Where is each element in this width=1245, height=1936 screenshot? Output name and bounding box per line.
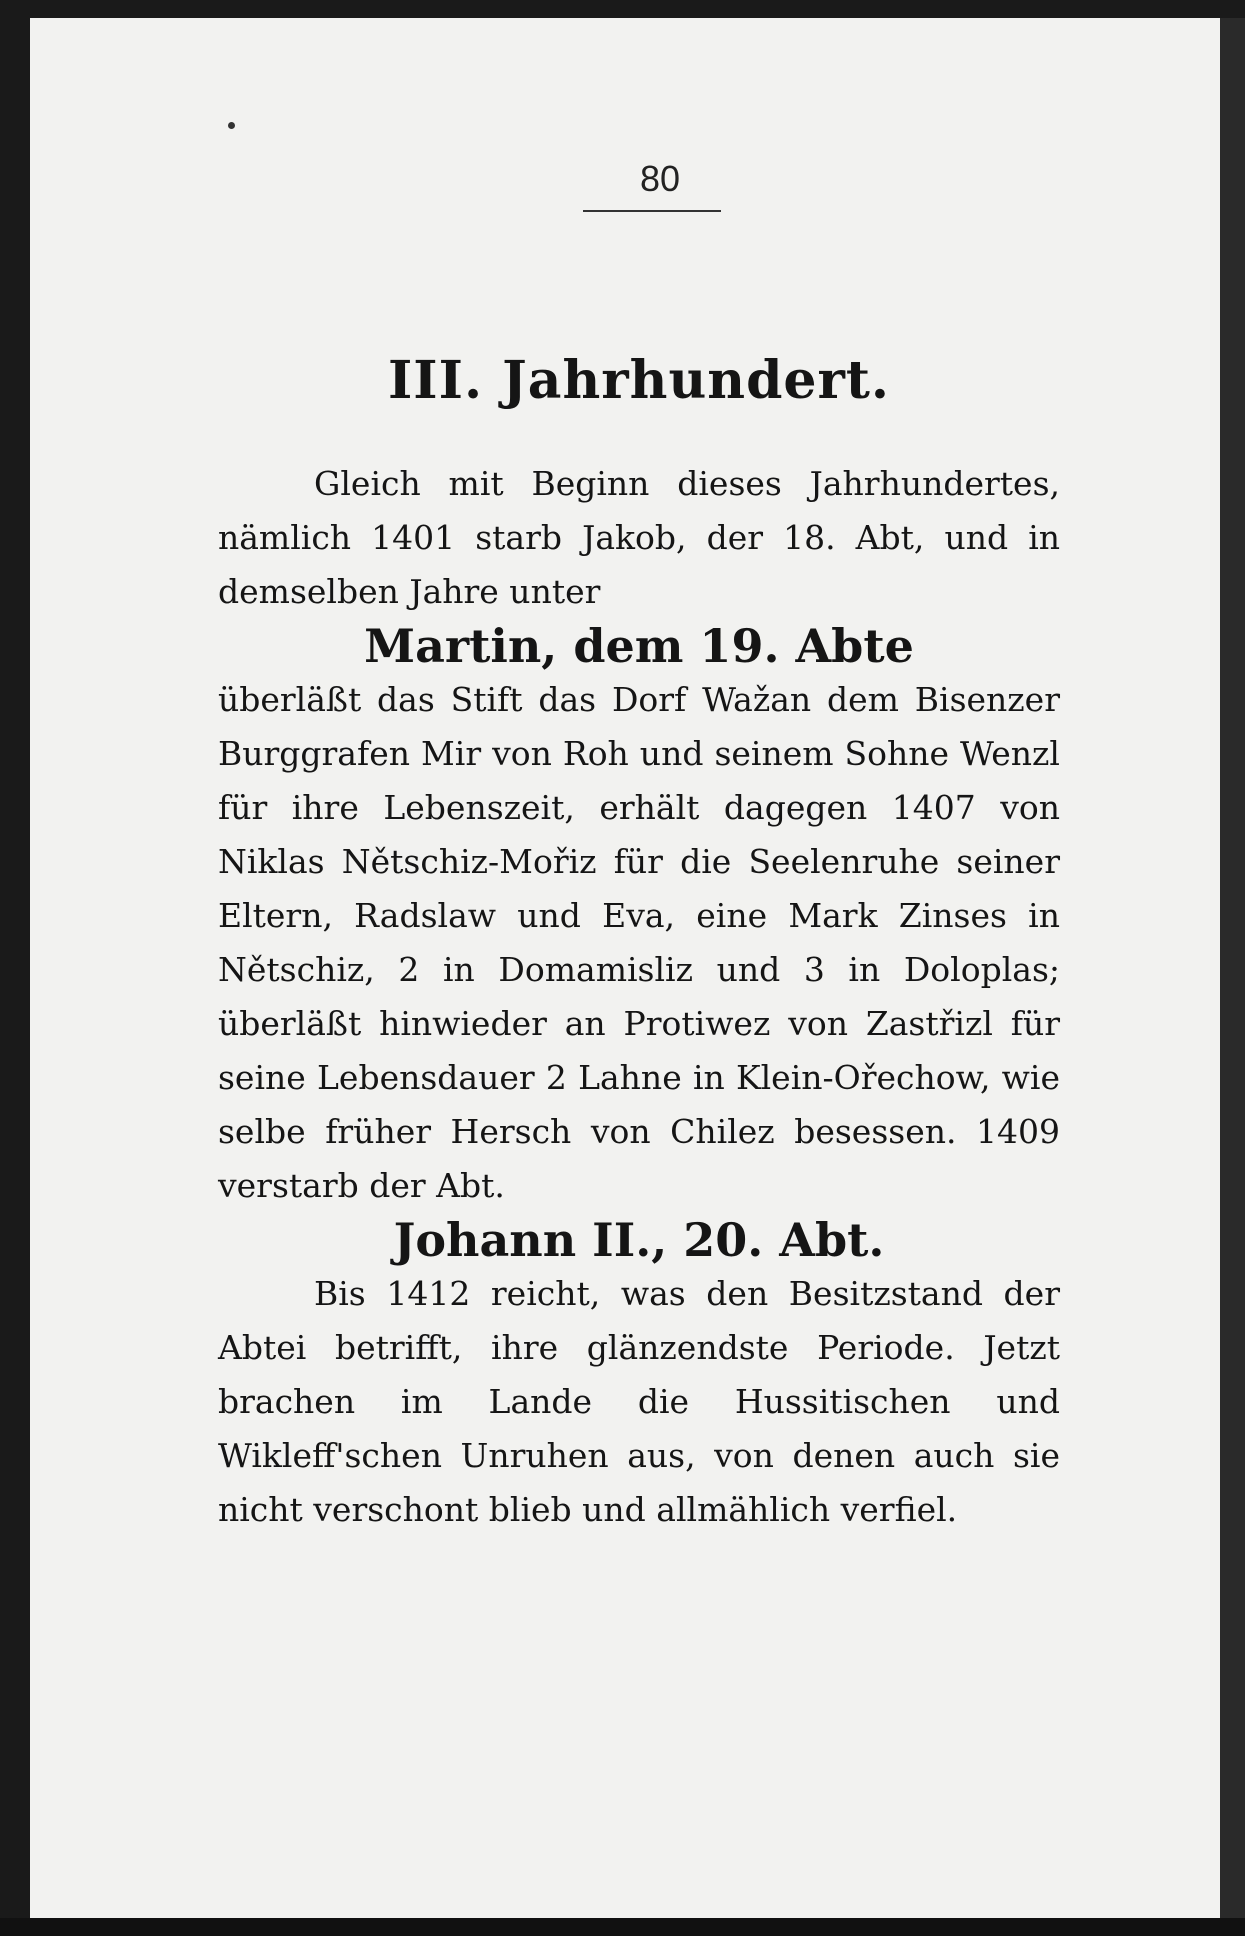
section-paragraph-johann: Bis 1412 reicht, was den Besitzstand der Abtei betrifft, ihre glänzendste Periode. Jetzt brachen im Lande die Hussitischen und Wikleff'schen Unruhen aus, von denen auch sie nicht verschont blieb und allmählich verfiel. — [218, 1274, 1060, 1529]
intro-paragraph: Gleich mit Beginn dieses Jahrhundertes, nämlich 1401 starb Jakob, der 18. Abt, und in demselben Jahre unter — [218, 464, 1060, 611]
section-paragraph-martin: überläßt das Stift das Dorf Wažan dem Bisenzer Burggrafen Mir von Roh und seinem Sohne Wenzl für ihre Lebenszeit, erhält dagegen 1407 von Niklas Nětschiz-Mořiz für die Seelenruhe seiner Eltern, Radslaw und Eva, eine Mark Zinses in Nětschiz, 2 in Domamisliz und 3 in Doloplas; überläßt hinwieder an Protiwez von Zastřizl für seine Lebensdauer 2 Lahne in Klein-Ořechow, wie selbe früher Hersch von Chilez besessen. 1409 verstarb der Abt. — [218, 680, 1060, 1205]
chapter-title: III. Jahrhundert. — [387, 350, 891, 411]
section-heading-johann: Johann II., 20. Abt. — [393, 1213, 885, 1267]
page-number: 80 — [639, 158, 681, 199]
ink-speck — [228, 122, 235, 129]
scan-edge-right — [1220, 18, 1245, 1918]
page-content — [218, 350, 1060, 1537]
page-number-rule — [583, 210, 721, 212]
scan-edge-bottom — [0, 1918, 1245, 1936]
section-heading-martin: Martin, dem 19. Abte — [364, 619, 914, 673]
